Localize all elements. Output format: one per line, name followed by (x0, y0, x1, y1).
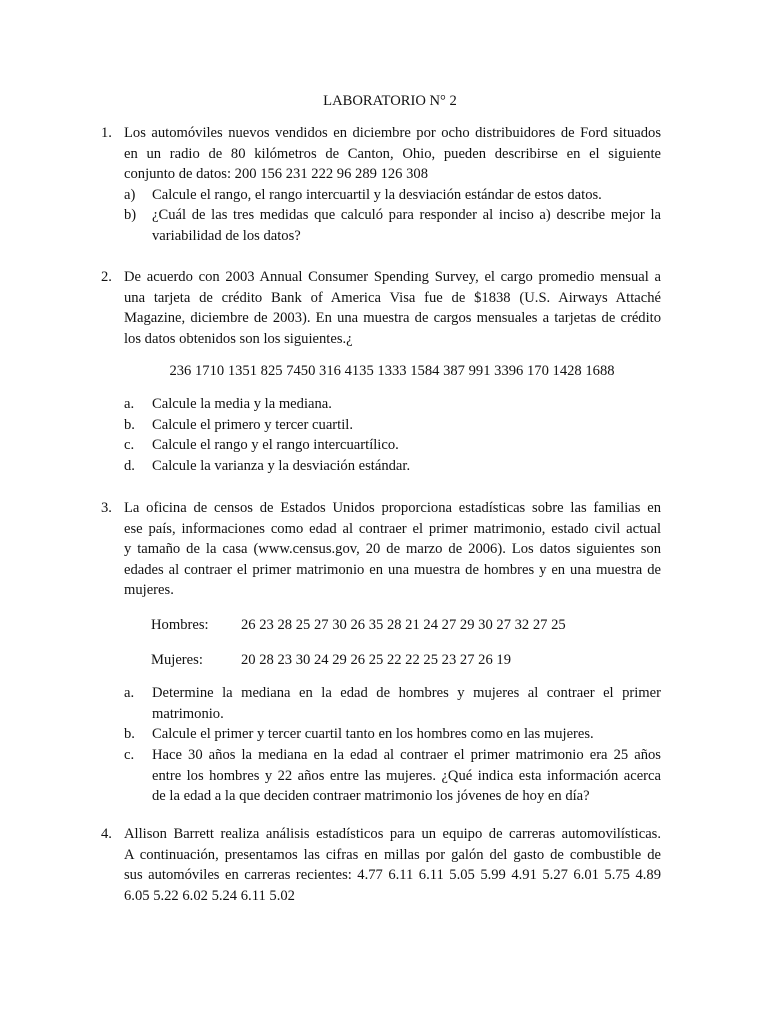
question-number: 1. (101, 125, 112, 141)
sub-item (124, 456, 661, 477)
question-1 (101, 123, 661, 247)
question-text-line: conjunto de datos: 200 156 231 222 96 289 126 308 (124, 166, 429, 183)
sub-item-text: variabilidad de los datos? (152, 227, 301, 244)
document-title: LABORATORIO N° 2 (323, 93, 457, 109)
dataset-label: Mujeres: (151, 651, 203, 668)
question-text-line: ese país, informaciones como edad al contraer el primer matrimonio, estado civil actual (124, 520, 661, 537)
sub-item (124, 683, 661, 724)
sub-item-label: a. (124, 395, 135, 412)
sub-item-label: c. (124, 437, 135, 454)
sub-item-label: b. (124, 726, 135, 743)
question-3 (101, 498, 661, 807)
sub-item-label: d. (124, 457, 135, 474)
sub-item-label: b. (124, 416, 135, 433)
question-text-line: Magazine, diciembre de 2003). En una muestra de cargos mensuales a tarjetas de crédito (124, 310, 661, 327)
question-4 (101, 824, 661, 906)
question-text-line: en un radio de 80 kilómetros de Canton, Ohio, pueden describirse en el siguiente (124, 145, 661, 162)
question-text-line: una tarjeta de crédito Bank of America Visa fue de $1838 (U.S. Airways Attaché (124, 289, 661, 306)
question-number: 4. (101, 826, 112, 842)
sub-item (124, 205, 661, 246)
dataset-values: 20 28 23 30 24 29 26 25 22 22 25 23 27 26 19 (241, 651, 511, 668)
sub-item-label: b) (124, 207, 137, 224)
dataset-values: 26 23 28 25 27 30 26 35 28 21 24 27 29 30 27 32 27 25 (241, 616, 566, 633)
sub-item-label: c. (124, 746, 135, 763)
sub-item (124, 745, 661, 807)
sub-item (124, 415, 661, 436)
sub-item-text: ¿Cuál de las tres medidas que calculó para responder al inciso a) describe mejor la (152, 207, 661, 224)
question-number: 2. (101, 269, 112, 285)
sub-item (124, 724, 661, 745)
question-number: 3. (101, 500, 112, 516)
question-text-line: 6.05 5.22 6.02 5.24 6.11 5.02 (124, 887, 295, 904)
sub-item-text: Hace 30 años la mediana en la edad al contraer el primer matrimonio era 25 años (152, 746, 661, 763)
sub-item-text: de la edad a la que deciden contraer matrimonio los jóvenes de hoy en día? (152, 788, 590, 805)
question-text-line: los datos obtenidos son los siguientes.¿ (124, 330, 353, 347)
question-text-line: sus automóviles en carreras recientes: 4.77 6.11 6.11 5.05 5.99 4.91 5.27 6.01 5.75 4.89 (124, 867, 661, 884)
question-text-line: Allison Barrett realiza análisis estadísticos para un equipo de carreras automovilísticas. (124, 826, 661, 842)
dataset-label: Hombres: (151, 616, 209, 633)
question-text-line: Los automóviles nuevos vendidos en diciembre por ocho distribuidores de Ford situados (124, 125, 661, 141)
question-2 (101, 267, 661, 476)
question-text-line: De acuerdo con 2003 Annual Consumer Spending Survey, el cargo promedio mensual a (124, 269, 661, 285)
sub-item (124, 185, 661, 206)
sub-item-label: a. (124, 685, 135, 702)
sub-item-text: Calcule la varianza y la desviación estándar. (152, 457, 411, 474)
dataset-hombres (151, 615, 661, 636)
sub-item (124, 435, 661, 456)
sub-item-label: a) (124, 186, 136, 203)
sub-item-text: matrimonio. (152, 705, 224, 722)
sub-item-text: Calcule el rango y el rango intercuartílico. (152, 437, 399, 454)
question-text-line: A continuación, presentamos las cifras en millas por galón del gasto de combustible de (124, 846, 661, 863)
sub-item-text: Calcule el primer y tercer cuartil tanto en los hombres como en las mujeres. (152, 726, 594, 743)
question-text-line: mujeres. (124, 582, 174, 599)
question-text-line: y tamaño de la casa (www.census.gov, 20 de marzo de 2006). Los datos siguientes son (124, 541, 661, 558)
sub-item-text: Calcule el primero y tercer cuartil. (152, 416, 353, 433)
data-line: 236 1710 1351 825 7450 316 4135 1333 1584 387 991 3396 170 1428 1688 (169, 363, 615, 380)
sub-item (124, 394, 661, 415)
sub-item-text: Calcule el rango, el rango intercuartil y la desviación estándar de estos datos. (152, 186, 602, 203)
sub-item-text: Determine la mediana en la edad de hombres y mujeres al contraer el primer (152, 685, 661, 702)
question-text-line: edades al contraer el primer matrimonio en una muestra de hombres y en una muestra de (124, 561, 661, 578)
sub-item-text: entre los hombres y 22 años entre las mujeres. ¿Qué indica esta información acerca (152, 767, 661, 784)
question-text-line: La oficina de censos de Estados Unidos proporciona estadísticas sobre las familias en (124, 500, 661, 516)
sub-item-text: Calcule la media y la mediana. (152, 395, 332, 412)
dataset-mujeres (151, 650, 661, 671)
